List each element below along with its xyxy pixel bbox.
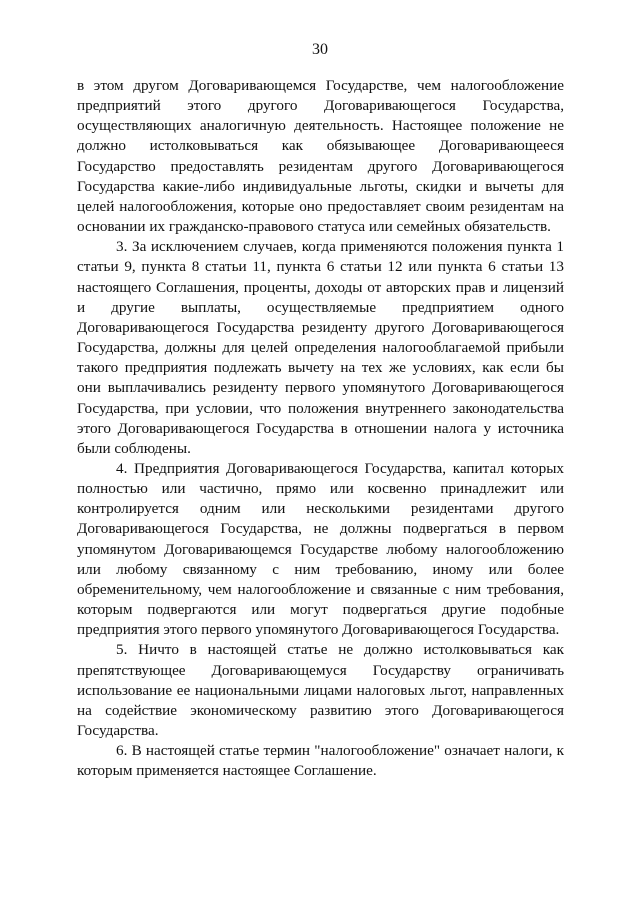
paragraph-4: 4. Предприятия Договаривающегося Государства, капитал которых полностью или частично, прямо или косвенно принадлежит или контролируется одним или несколькими резидентами другого Договаривающегося Государства, не должны подвергаться в первом упомянутом Договаривающемся Государстве любому налогообложению или любому связанному с ним требованию, иному или более обременительному, чем налогообложение и связанные с ним требования, которым подвергаются или могут подвергаться другие подобные предприятия этого первого упомянутого Договаривающегося Государства. xyxy=(77,459,564,639)
paragraph-continuation: в этом другом Договаривающемся Государстве, чем налогообложение предприятий этого другого Договаривающегося Государства, осуществляющих аналогичную деятельность. Настоящее положение не должно истолковываться как обязывающее Договаривающееся Государство предоставлять резидентам другого Договаривающегося Государства какие-либо индивидуальные льготы, скидки и вычеты для целей налогообложения, которые оно предоставляет своим резидентам на основании их гражданско-правового статуса или семейных обязательств. xyxy=(77,77,564,236)
paragraph-6: 6. В настоящей статье термин "налогообложение" означает налоги, к которым применяется настоящее Соглашение. xyxy=(77,742,564,780)
document-body xyxy=(77,76,564,781)
page-number: 30 xyxy=(312,41,328,58)
paragraph-3: 3. За исключением случаев, когда применяются положения пункта 1 статьи 9, пункта 8 статьи 11, пункта 6 статьи 12 или пункта 6 статьи 13 настоящего Соглашения, проценты, доходы от авторских прав и лицензий и другие выплаты, осуществляемые предприятием одного Договаривающегося Государства резиденту другого Договаривающегося Государства, должны для целей определения налогооблагаемой прибыли такого предприятия подлежать вычету на тех же условиях, как если бы они выплачивались резиденту первого упомянутого Договаривающегося Государства, при условии, что положения внутреннего законодательства этого Договаривающегося Государства в отношении налога у источника были соблюдены. xyxy=(77,238,564,457)
paragraph-5: 5. Ничто в настоящей статье не должно истолковываться как препятствующее Договаривающемуся Государству ограничивать использование ее национальными лицами налоговых льгот, направленных на содействие экономическому развитию этого Договаривающегося Государства. xyxy=(77,641,564,739)
